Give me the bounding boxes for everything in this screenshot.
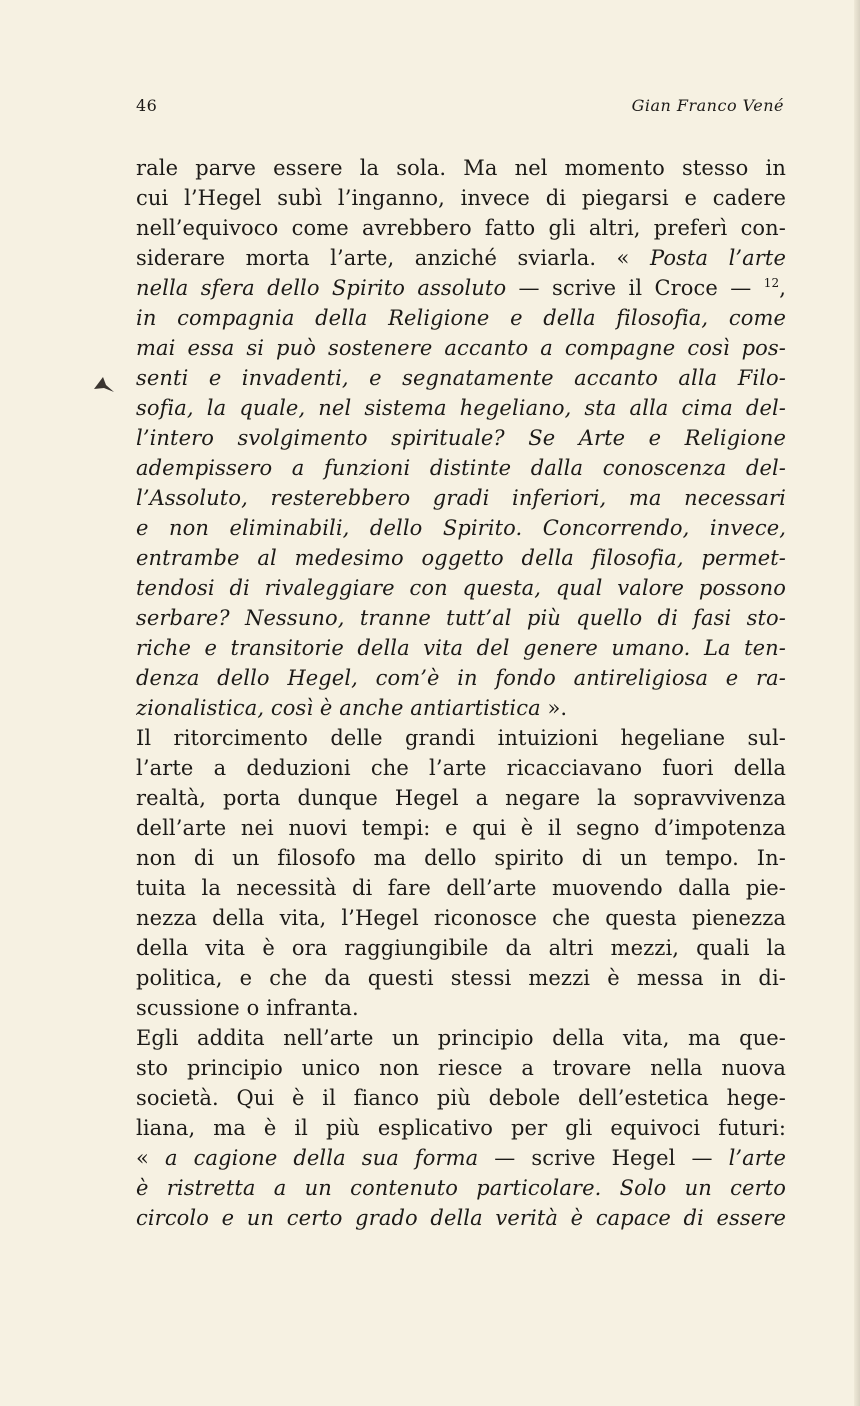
text-line (136, 423, 786, 453)
text-segment: non di un filosofo ma dello spirito di un tempo. In- (136, 846, 786, 870)
text-segment: ». (540, 696, 568, 720)
text-segment: nezza della vita, l’Hegel riconosce che questa pienezza (136, 906, 786, 930)
text-segment: Il ritorcimento delle grandi intuizioni hegeliane sul- (136, 726, 786, 750)
text-line (136, 663, 786, 693)
text-segment: riche e transitorie della vita del genere umano. La ten- (136, 636, 786, 660)
text-segment: Posta l’arte (649, 246, 786, 270)
page-number: 46 (136, 96, 158, 115)
text-line (136, 873, 786, 903)
text-line (136, 483, 786, 513)
text-line (136, 513, 786, 543)
text-segment: cui l’Hegel subì l’inganno, invece di piegarsi e cadere (136, 186, 786, 210)
text-line (136, 783, 786, 813)
text-segment: nella sfera dello Spirito assoluto (136, 276, 507, 300)
text-line (136, 753, 786, 783)
text-line (136, 1203, 786, 1233)
text-segment: realtà, porta dunque Hegel a negare la sopravvivenza (136, 786, 786, 810)
text-line (136, 633, 786, 663)
text-line (136, 1053, 786, 1083)
text-segment: siderare morta l’arte, anziché sviarla. « (136, 246, 650, 270)
text-segment: dell’arte nei nuovi tempi: e qui è il segno d’impotenza (136, 816, 786, 840)
text-segment: sofia, la quale, nel sistema hegeliano, sta alla cima del- (136, 396, 786, 420)
text-segment: zionalistica, così è anche antiartistica (136, 696, 541, 720)
text-line (136, 213, 786, 243)
text-segment: tuita la necessità di fare dell’arte muovendo dalla pie- (136, 876, 786, 900)
text-segment: a cagione della sua forma (164, 1146, 479, 1170)
text-line (136, 1113, 786, 1143)
running-head: Gian Franco Vené (631, 96, 784, 115)
text-segment: scussione o infranta. (136, 996, 359, 1020)
text-line (136, 903, 786, 933)
text-line (136, 1023, 786, 1053)
text-line (136, 963, 786, 993)
text-segment: l’arte (728, 1146, 786, 1170)
text-line (136, 153, 786, 183)
text-segment: società. Qui è il fianco più debole dell’estetica hege- (136, 1086, 786, 1110)
text-segment: l’Assoluto, resterebbero gradi inferiori, ma necessari (136, 486, 786, 510)
text-segment: « (136, 1146, 165, 1170)
margin-arrow-icon (93, 376, 115, 394)
text-line (136, 363, 786, 393)
page-edge-shadow (854, 0, 860, 1406)
text-segment: — scrive il Croce — (506, 276, 764, 300)
text-segment: rale parve essere la sola. Ma nel momento stesso in (136, 156, 786, 180)
text-line (136, 723, 786, 753)
body-text (136, 153, 786, 1233)
text-segment: l’intero svolgimento spirituale? Se Arte e Religione (136, 426, 786, 450)
text-segment: adempissero a funzioni distinte dalla conoscenza del- (136, 456, 786, 480)
text-line (136, 603, 786, 633)
text-segment: l’arte a deduzioni che l’arte ricacciavano fuori della (136, 756, 786, 780)
text-line (136, 243, 786, 273)
text-segment: circolo e un certo grado della verità è capace di essere (136, 1206, 786, 1230)
text-segment: liana, ma è il più esplicativo per gli equivoci futuri: (136, 1116, 786, 1140)
text-line (136, 303, 786, 333)
text-line (136, 573, 786, 603)
text-segment: serbare? Nessuno, tranne tutt’al più quello di fasi sto- (136, 606, 786, 630)
text-segment: politica, e che da questi stessi mezzi è messa in di- (136, 966, 786, 990)
text-segment: nell’equivoco come avrebbero fatto gli altri, preferì con- (136, 216, 786, 240)
text-line (136, 333, 786, 363)
text-segment: — scrive Hegel — (478, 1146, 729, 1170)
text-line (136, 693, 786, 723)
page-header (136, 96, 784, 120)
footnote-ref: 12 (763, 276, 780, 290)
text-line (136, 1083, 786, 1113)
text-line (136, 543, 786, 573)
text-line (136, 993, 786, 1023)
text-line (136, 1173, 786, 1203)
text-line (136, 453, 786, 483)
text-segment: in compagnia della Religione e della filosofia, come (136, 306, 786, 330)
text-segment: è ristretta a un contenuto particolare. Solo un certo (136, 1176, 786, 1200)
text-line (136, 1143, 786, 1173)
text-line (136, 393, 786, 423)
text-segment: Egli addita nell’arte un principio della vita, ma que- (136, 1026, 786, 1050)
text-segment: denza dello Hegel, com’è in fondo antireligiosa e ra- (136, 666, 786, 690)
text-segment: e non eliminabili, dello Spirito. Concorrendo, invece, (136, 516, 786, 540)
text-segment: entrambe al medesimo oggetto della filosofia, permet- (136, 546, 786, 570)
text-segment: della vita è ora raggiungibile da altri mezzi, quali la (136, 936, 786, 960)
text-segment: senti e invadenti, e segnatamente accanto alla Filo- (136, 366, 786, 390)
text-line (136, 273, 786, 303)
text-segment: , (779, 276, 786, 300)
text-segment: mai essa si può sostenere accanto a compagne così pos- (136, 336, 786, 360)
text-segment: sto principio unico non riesce a trovare nella nuova (136, 1056, 786, 1080)
text-segment: tendosi di rivaleggiare con questa, qual valore possono (136, 576, 786, 600)
text-line (136, 933, 786, 963)
text-line (136, 183, 786, 213)
text-line (136, 813, 786, 843)
text-line (136, 843, 786, 873)
